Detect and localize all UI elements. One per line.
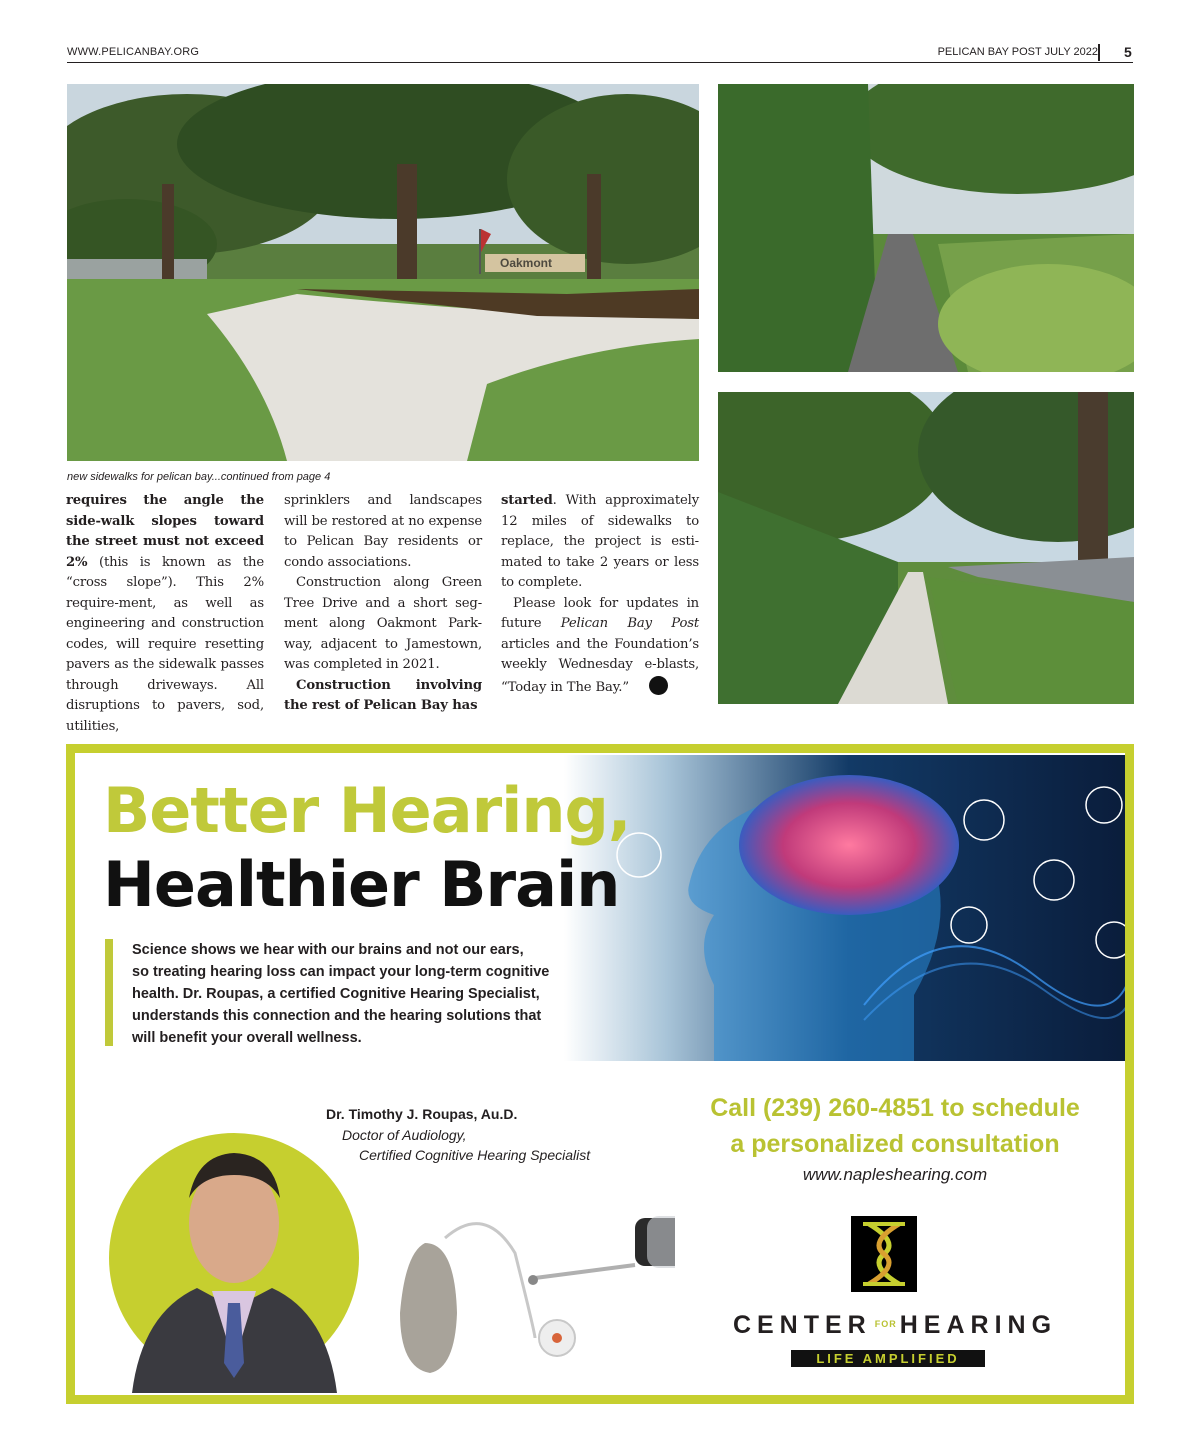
logo-word-for: FOR: [874, 1319, 897, 1329]
ad-body-text: [132, 939, 602, 1049]
publication-name: PELICAN BAY POST JULY 2022: [937, 46, 1098, 58]
article-column-3: started. With approximately 12 miles of sidewalks to replace, the project is esti-mated to take 2 years or less to complete. Please look for updates in future Pelican Bay Post articles and the Foundation’s weekly Wednesday e-blasts, “Today in The Bay.”: [501, 493, 699, 695]
doctor-name: Dr. Timothy J. Roupas, Au.D.: [326, 1106, 518, 1122]
header-rule: [67, 62, 1133, 63]
accent-bar: [105, 939, 113, 1046]
ad-body-line: understands this connection and the hearing solutions that: [132, 1008, 542, 1024]
photo-hedge-walkway: [718, 84, 1134, 372]
oakmont-sign-text: Oakmont: [500, 256, 553, 270]
tagline-badge: LIFE AMPLIFIED: [791, 1350, 985, 1367]
center-for-hearing-wordmark: [665, 1311, 1125, 1340]
site-url[interactable]: WWW.PELICANBAY.ORG: [67, 46, 200, 58]
pelican-end-mark-icon: [649, 676, 668, 695]
ad-headline-2: Healthier Brain: [103, 848, 620, 921]
hearing-aid-image: [385, 1193, 675, 1383]
cta-line-1: Call (239) 260-4851 to schedule: [710, 1094, 1080, 1122]
article-column-2: sprinklers and landscapes will be restored at no expense to Pelican Bay residents or condo associations. Construction along Green Tree Drive and a short seg-ment along Oakmont Park-way, adjacent to Jamestown, was completed in 2021. Construction involving the rest of Pelican Bay has: [284, 493, 482, 713]
logo-word-hearing: HEARING: [899, 1311, 1058, 1339]
center-for-hearing-logo-icon: [851, 1216, 917, 1292]
ad-body-line: so treating hearing loss can impact your long-term cognitive: [132, 964, 550, 980]
article-caption: new sidewalks for pelican bay...continued from page 4: [67, 471, 331, 483]
logo-word-center: CENTER: [732, 1311, 872, 1339]
cta-line-2: a personalized consultation: [730, 1130, 1060, 1158]
ad-body-line: health. Dr. Roupas, a certified Cognitive Hearing Specialist,: [132, 986, 540, 1002]
page-number: 5: [1124, 44, 1132, 60]
call-to-action[interactable]: [665, 1090, 1125, 1162]
hearing-advertisement[interactable]: [66, 744, 1134, 1404]
photo-oakmont-sidewalk: [67, 84, 699, 461]
ad-headline-1: Better Hearing,: [103, 774, 631, 847]
ad-body-line: will benefit your overall wellness.: [132, 1030, 362, 1046]
ad-body-line: Science shows we hear with our brains and not our ears,: [132, 942, 524, 958]
website-link[interactable]: www.napleshearing.com: [802, 1165, 988, 1184]
doctor-title-2: Certified Cognitive Hearing Specialist: [359, 1147, 591, 1163]
article-column-1: requires the angle the side-walk slopes toward the street must not exceed 2% (this is known as the “cross slope”). This 2% require-ment, as well as engineering and construction codes, will require resetting pavers as the sidewalk passes through driveways. All disruptions to pavers, sod, utilities,: [66, 493, 264, 734]
photo-roadside-sidewalk: [718, 392, 1134, 704]
header-divider: [1098, 44, 1100, 61]
brain-hero-image: [564, 755, 1134, 1061]
doctor-title-1: Doctor of Audiology,: [342, 1127, 467, 1143]
